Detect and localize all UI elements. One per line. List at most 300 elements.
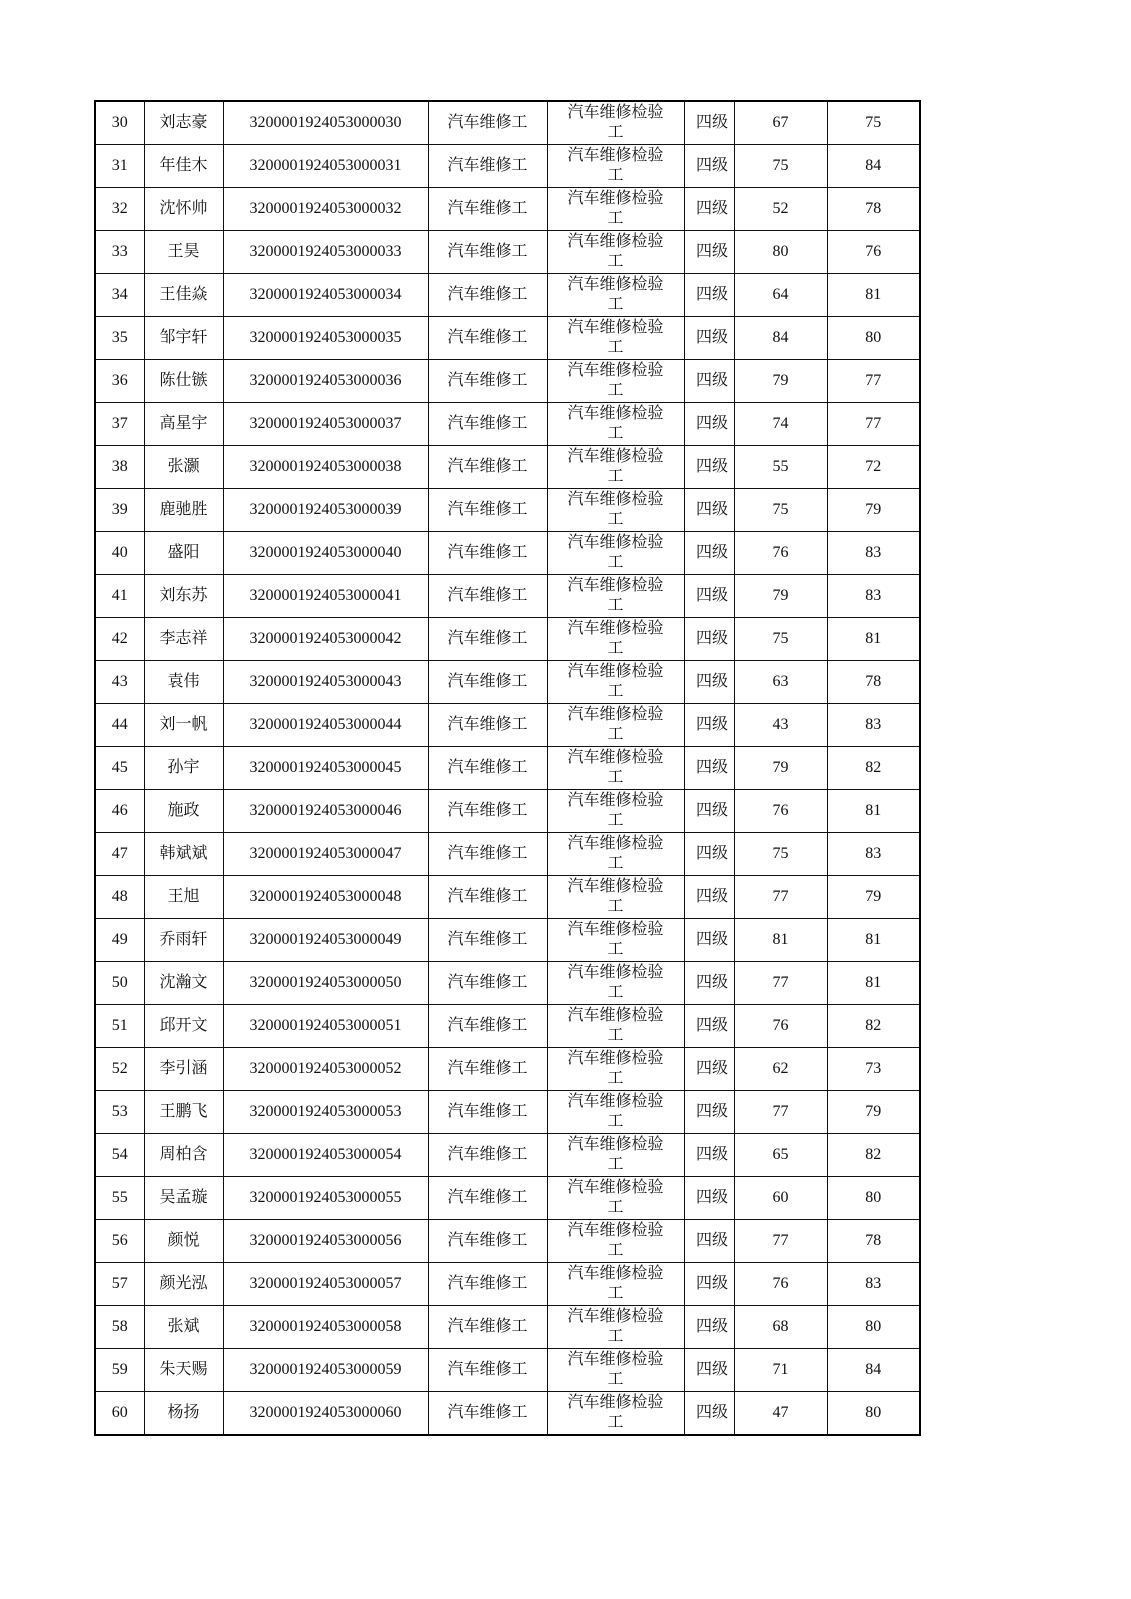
score-1-cell: 63 (734, 661, 827, 704)
job-title-cell (547, 661, 684, 704)
name-cell: 邱开文 (144, 1005, 223, 1048)
job-title-text: 汽车维修检验工 (567, 1394, 664, 1431)
level-cell: 四级 (684, 360, 734, 403)
job-title-cell (547, 618, 684, 661)
level-cell: 四级 (684, 274, 734, 317)
certificate-id-cell: 3200001924053000050 (223, 962, 428, 1005)
job-title-cell (547, 231, 684, 274)
job-title-cell (547, 403, 684, 446)
score-1-cell: 47 (734, 1392, 827, 1436)
name-cell: 李志祥 (144, 618, 223, 661)
score-1-cell: 65 (734, 1134, 827, 1177)
row-number-cell: 30 (95, 101, 144, 145)
score-2-cell: 82 (827, 747, 920, 790)
occupation-cell: 汽车维修工 (428, 101, 547, 145)
row-number-cell: 52 (95, 1048, 144, 1091)
score-1-cell: 76 (734, 790, 827, 833)
level-cell: 四级 (684, 532, 734, 575)
roster-table-body (95, 101, 920, 1435)
row-number-cell: 31 (95, 145, 144, 188)
score-1-cell: 67 (734, 101, 827, 145)
row-number-cell: 46 (95, 790, 144, 833)
table-row (95, 317, 920, 360)
table-row (95, 1220, 920, 1263)
table-row (95, 790, 920, 833)
score-2-cell: 81 (827, 790, 920, 833)
occupation-cell: 汽车维修工 (428, 1263, 547, 1306)
job-title-text: 汽车维修检验工 (567, 534, 664, 571)
job-title-text: 汽车维修检验工 (567, 1308, 664, 1345)
occupation-cell: 汽车维修工 (428, 661, 547, 704)
occupation-cell: 汽车维修工 (428, 618, 547, 661)
score-2-cell: 78 (827, 661, 920, 704)
level-cell: 四级 (684, 919, 734, 962)
score-1-cell: 77 (734, 1220, 827, 1263)
job-title-cell (547, 790, 684, 833)
job-title-text: 汽车维修检验工 (567, 1050, 664, 1087)
certificate-id-cell: 3200001924053000051 (223, 1005, 428, 1048)
job-title-text: 汽车维修检验工 (567, 706, 664, 743)
table-row (95, 188, 920, 231)
row-number-cell: 54 (95, 1134, 144, 1177)
job-title-cell (547, 1263, 684, 1306)
job-title-text: 汽车维修检验工 (567, 577, 664, 614)
level-cell: 四级 (684, 101, 734, 145)
certificate-id-cell: 3200001924053000044 (223, 704, 428, 747)
job-title-text: 汽车维修检验工 (567, 964, 664, 1001)
certificate-id-cell: 3200001924053000052 (223, 1048, 428, 1091)
occupation-cell: 汽车维修工 (428, 274, 547, 317)
score-1-cell: 79 (734, 360, 827, 403)
row-number-cell: 58 (95, 1306, 144, 1349)
certificate-id-cell: 3200001924053000040 (223, 532, 428, 575)
score-2-cell: 80 (827, 1306, 920, 1349)
level-cell: 四级 (684, 876, 734, 919)
name-cell: 袁伟 (144, 661, 223, 704)
job-title-cell (547, 446, 684, 489)
certificate-id-cell: 3200001924053000037 (223, 403, 428, 446)
score-2-cell: 83 (827, 833, 920, 876)
job-title-cell (547, 1048, 684, 1091)
score-2-cell: 80 (827, 1177, 920, 1220)
occupation-cell: 汽车维修工 (428, 575, 547, 618)
score-1-cell: 81 (734, 919, 827, 962)
score-2-cell: 78 (827, 1220, 920, 1263)
certificate-id-cell: 3200001924053000046 (223, 790, 428, 833)
name-cell: 颜光泓 (144, 1263, 223, 1306)
score-1-cell: 43 (734, 704, 827, 747)
name-cell: 刘一帆 (144, 704, 223, 747)
certificate-id-cell: 3200001924053000041 (223, 575, 428, 618)
roster-table (94, 100, 921, 1436)
name-cell: 韩斌斌 (144, 833, 223, 876)
certificate-id-cell: 3200001924053000030 (223, 101, 428, 145)
job-title-cell (547, 919, 684, 962)
certificate-id-cell: 3200001924053000053 (223, 1091, 428, 1134)
row-number-cell: 48 (95, 876, 144, 919)
occupation-cell: 汽车维修工 (428, 704, 547, 747)
score-1-cell: 71 (734, 1349, 827, 1392)
level-cell: 四级 (684, 575, 734, 618)
score-2-cell: 79 (827, 489, 920, 532)
score-2-cell: 79 (827, 1091, 920, 1134)
name-cell: 王旭 (144, 876, 223, 919)
name-cell: 乔雨轩 (144, 919, 223, 962)
job-title-cell (547, 1177, 684, 1220)
name-cell: 王佳焱 (144, 274, 223, 317)
job-title-text: 汽车维修检验工 (567, 878, 664, 915)
row-number-cell: 60 (95, 1392, 144, 1436)
table-row (95, 403, 920, 446)
job-title-cell (547, 1005, 684, 1048)
job-title-cell (547, 188, 684, 231)
certificate-id-cell: 3200001924053000060 (223, 1392, 428, 1436)
row-number-cell: 47 (95, 833, 144, 876)
table-row (95, 1005, 920, 1048)
job-title-cell (547, 274, 684, 317)
job-title-text: 汽车维修检验工 (567, 921, 664, 958)
occupation-cell: 汽车维修工 (428, 1392, 547, 1436)
score-2-cell: 83 (827, 704, 920, 747)
score-1-cell: 77 (734, 962, 827, 1005)
occupation-cell: 汽车维修工 (428, 188, 547, 231)
job-title-cell (547, 1392, 684, 1436)
table-row (95, 231, 920, 274)
score-2-cell: 81 (827, 919, 920, 962)
table-row (95, 1392, 920, 1436)
occupation-cell: 汽车维修工 (428, 962, 547, 1005)
table-row (95, 446, 920, 489)
row-number-cell: 53 (95, 1091, 144, 1134)
level-cell: 四级 (684, 231, 734, 274)
certificate-id-cell: 3200001924053000036 (223, 360, 428, 403)
certificate-id-cell: 3200001924053000054 (223, 1134, 428, 1177)
certificate-id-cell: 3200001924053000045 (223, 747, 428, 790)
score-1-cell: 80 (734, 231, 827, 274)
score-1-cell: 64 (734, 274, 827, 317)
score-2-cell: 82 (827, 1005, 920, 1048)
score-1-cell: 75 (734, 833, 827, 876)
table-row (95, 532, 920, 575)
row-number-cell: 42 (95, 618, 144, 661)
occupation-cell: 汽车维修工 (428, 1005, 547, 1048)
occupation-cell: 汽车维修工 (428, 1220, 547, 1263)
score-1-cell: 77 (734, 876, 827, 919)
table-row (95, 661, 920, 704)
job-title-text: 汽车维修检验工 (567, 1093, 664, 1130)
table-row (95, 101, 920, 145)
occupation-cell: 汽车维修工 (428, 1091, 547, 1134)
row-number-cell: 50 (95, 962, 144, 1005)
score-2-cell: 78 (827, 188, 920, 231)
score-1-cell: 68 (734, 1306, 827, 1349)
row-number-cell: 37 (95, 403, 144, 446)
certificate-id-cell: 3200001924053000048 (223, 876, 428, 919)
score-1-cell: 62 (734, 1048, 827, 1091)
certificate-id-cell: 3200001924053000039 (223, 489, 428, 532)
job-title-cell (547, 1349, 684, 1392)
job-title-text: 汽车维修检验工 (567, 835, 664, 872)
level-cell: 四级 (684, 446, 734, 489)
level-cell: 四级 (684, 1005, 734, 1048)
score-1-cell: 84 (734, 317, 827, 360)
name-cell: 周柏含 (144, 1134, 223, 1177)
score-2-cell: 79 (827, 876, 920, 919)
job-title-cell (547, 1091, 684, 1134)
occupation-cell: 汽车维修工 (428, 1134, 547, 1177)
job-title-text: 汽车维修检验工 (567, 448, 664, 485)
table-row (95, 274, 920, 317)
name-cell: 高星宇 (144, 403, 223, 446)
job-title-cell (547, 1306, 684, 1349)
job-title-cell (547, 575, 684, 618)
occupation-cell: 汽车维修工 (428, 919, 547, 962)
occupation-cell: 汽车维修工 (428, 1177, 547, 1220)
certificate-id-cell: 3200001924053000035 (223, 317, 428, 360)
name-cell: 孙宇 (144, 747, 223, 790)
row-number-cell: 35 (95, 317, 144, 360)
table-row (95, 1048, 920, 1091)
row-number-cell: 56 (95, 1220, 144, 1263)
table-row (95, 618, 920, 661)
table-row (95, 145, 920, 188)
job-title-text: 汽车维修检验工 (567, 319, 664, 356)
job-title-cell (547, 747, 684, 790)
level-cell: 四级 (684, 1306, 734, 1349)
job-title-text: 汽车维修检验工 (567, 792, 664, 829)
level-cell: 四级 (684, 1263, 734, 1306)
score-2-cell: 76 (827, 231, 920, 274)
job-title-cell (547, 145, 684, 188)
score-1-cell: 52 (734, 188, 827, 231)
occupation-cell: 汽车维修工 (428, 1306, 547, 1349)
job-title-text: 汽车维修检验工 (567, 104, 664, 141)
level-cell: 四级 (684, 1177, 734, 1220)
level-cell: 四级 (684, 661, 734, 704)
name-cell: 沈瀚文 (144, 962, 223, 1005)
occupation-cell: 汽车维修工 (428, 876, 547, 919)
level-cell: 四级 (684, 704, 734, 747)
level-cell: 四级 (684, 403, 734, 446)
job-title-text: 汽车维修检验工 (567, 620, 664, 657)
row-number-cell: 36 (95, 360, 144, 403)
row-number-cell: 49 (95, 919, 144, 962)
score-1-cell: 77 (734, 1091, 827, 1134)
table-row (95, 1177, 920, 1220)
job-title-text: 汽车维修检验工 (567, 233, 664, 270)
level-cell: 四级 (684, 790, 734, 833)
row-number-cell: 38 (95, 446, 144, 489)
name-cell: 张斌 (144, 1306, 223, 1349)
job-title-cell (547, 101, 684, 145)
score-2-cell: 84 (827, 145, 920, 188)
row-number-cell: 33 (95, 231, 144, 274)
certificate-id-cell: 3200001924053000032 (223, 188, 428, 231)
job-title-cell (547, 704, 684, 747)
score-2-cell: 83 (827, 575, 920, 618)
score-2-cell: 81 (827, 274, 920, 317)
certificate-id-cell: 3200001924053000034 (223, 274, 428, 317)
certificate-id-cell: 3200001924053000033 (223, 231, 428, 274)
score-1-cell: 75 (734, 145, 827, 188)
score-1-cell: 55 (734, 446, 827, 489)
job-title-text: 汽车维修检验工 (567, 1265, 664, 1302)
table-row (95, 747, 920, 790)
job-title-text: 汽车维修检验工 (567, 147, 664, 184)
name-cell: 刘东苏 (144, 575, 223, 618)
table-row (95, 1349, 920, 1392)
job-title-cell (547, 532, 684, 575)
job-title-text: 汽车维修检验工 (567, 190, 664, 227)
certificate-id-cell: 3200001924053000031 (223, 145, 428, 188)
score-2-cell: 72 (827, 446, 920, 489)
score-2-cell: 77 (827, 403, 920, 446)
certificate-id-cell: 3200001924053000056 (223, 1220, 428, 1263)
level-cell: 四级 (684, 618, 734, 661)
row-number-cell: 55 (95, 1177, 144, 1220)
occupation-cell: 汽车维修工 (428, 790, 547, 833)
job-title-cell (547, 1220, 684, 1263)
name-cell: 吴孟璇 (144, 1177, 223, 1220)
row-number-cell: 51 (95, 1005, 144, 1048)
level-cell: 四级 (684, 188, 734, 231)
certificate-id-cell: 3200001924053000055 (223, 1177, 428, 1220)
table-row (95, 1091, 920, 1134)
occupation-cell: 汽车维修工 (428, 317, 547, 360)
name-cell: 李引涵 (144, 1048, 223, 1091)
level-cell: 四级 (684, 489, 734, 532)
score-1-cell: 76 (734, 1263, 827, 1306)
row-number-cell: 57 (95, 1263, 144, 1306)
level-cell: 四级 (684, 1392, 734, 1436)
certificate-id-cell: 3200001924053000049 (223, 919, 428, 962)
row-number-cell: 45 (95, 747, 144, 790)
table-row (95, 1306, 920, 1349)
job-title-text: 汽车维修检验工 (567, 749, 664, 786)
score-1-cell: 76 (734, 532, 827, 575)
occupation-cell: 汽车维修工 (428, 489, 547, 532)
row-number-cell: 34 (95, 274, 144, 317)
row-number-cell: 44 (95, 704, 144, 747)
name-cell: 张灏 (144, 446, 223, 489)
name-cell: 王昊 (144, 231, 223, 274)
occupation-cell: 汽车维修工 (428, 231, 547, 274)
score-2-cell: 80 (827, 1392, 920, 1436)
table-row (95, 575, 920, 618)
level-cell: 四级 (684, 145, 734, 188)
certificate-id-cell: 3200001924053000057 (223, 1263, 428, 1306)
occupation-cell: 汽车维修工 (428, 145, 547, 188)
score-1-cell: 75 (734, 489, 827, 532)
job-title-cell (547, 317, 684, 360)
job-title-cell (547, 876, 684, 919)
score-2-cell: 77 (827, 360, 920, 403)
level-cell: 四级 (684, 962, 734, 1005)
table-row (95, 876, 920, 919)
job-title-cell (547, 360, 684, 403)
score-2-cell: 73 (827, 1048, 920, 1091)
job-title-text: 汽车维修检验工 (567, 362, 664, 399)
job-title-text: 汽车维修检验工 (567, 1351, 664, 1388)
job-title-cell (547, 489, 684, 532)
row-number-cell: 40 (95, 532, 144, 575)
table-row (95, 1134, 920, 1177)
score-1-cell: 74 (734, 403, 827, 446)
score-1-cell: 60 (734, 1177, 827, 1220)
table-row (95, 360, 920, 403)
certificate-id-cell: 3200001924053000038 (223, 446, 428, 489)
occupation-cell: 汽车维修工 (428, 360, 547, 403)
occupation-cell: 汽车维修工 (428, 532, 547, 575)
score-2-cell: 81 (827, 618, 920, 661)
score-2-cell: 83 (827, 1263, 920, 1306)
job-title-text: 汽车维修检验工 (567, 663, 664, 700)
name-cell: 颜悦 (144, 1220, 223, 1263)
certificate-id-cell: 3200001924053000058 (223, 1306, 428, 1349)
table-row (95, 704, 920, 747)
name-cell: 朱天赐 (144, 1349, 223, 1392)
name-cell: 杨扬 (144, 1392, 223, 1436)
level-cell: 四级 (684, 317, 734, 360)
table-row (95, 833, 920, 876)
score-2-cell: 81 (827, 962, 920, 1005)
table-row (95, 489, 920, 532)
score-1-cell: 76 (734, 1005, 827, 1048)
occupation-cell: 汽车维修工 (428, 403, 547, 446)
job-title-text: 汽车维修检验工 (567, 1222, 664, 1259)
job-title-text: 汽车维修检验工 (567, 405, 664, 442)
occupation-cell: 汽车维修工 (428, 1349, 547, 1392)
certificate-id-cell: 3200001924053000047 (223, 833, 428, 876)
occupation-cell: 汽车维修工 (428, 1048, 547, 1091)
certificate-id-cell: 3200001924053000059 (223, 1349, 428, 1392)
name-cell: 年佳木 (144, 145, 223, 188)
table-row (95, 919, 920, 962)
score-2-cell: 75 (827, 101, 920, 145)
level-cell: 四级 (684, 1134, 734, 1177)
score-1-cell: 79 (734, 747, 827, 790)
name-cell: 沈怀帅 (144, 188, 223, 231)
job-title-cell (547, 1134, 684, 1177)
occupation-cell: 汽车维修工 (428, 747, 547, 790)
score-2-cell: 83 (827, 532, 920, 575)
occupation-cell: 汽车维修工 (428, 446, 547, 489)
score-2-cell: 80 (827, 317, 920, 360)
row-number-cell: 43 (95, 661, 144, 704)
name-cell: 王鹏飞 (144, 1091, 223, 1134)
row-number-cell: 32 (95, 188, 144, 231)
job-title-cell (547, 833, 684, 876)
job-title-text: 汽车维修检验工 (567, 276, 664, 313)
job-title-text: 汽车维修检验工 (567, 491, 664, 528)
name-cell: 刘志豪 (144, 101, 223, 145)
name-cell: 鹿驰胜 (144, 489, 223, 532)
row-number-cell: 59 (95, 1349, 144, 1392)
name-cell: 陈仕镞 (144, 360, 223, 403)
job-title-cell (547, 962, 684, 1005)
certificate-id-cell: 3200001924053000043 (223, 661, 428, 704)
name-cell: 盛阳 (144, 532, 223, 575)
job-title-text: 汽车维修检验工 (567, 1007, 664, 1044)
job-title-text: 汽车维修检验工 (567, 1179, 664, 1216)
score-2-cell: 84 (827, 1349, 920, 1392)
job-title-text: 汽车维修检验工 (567, 1136, 664, 1173)
score-2-cell: 82 (827, 1134, 920, 1177)
name-cell: 施政 (144, 790, 223, 833)
level-cell: 四级 (684, 1220, 734, 1263)
name-cell: 邹宇轩 (144, 317, 223, 360)
table-row (95, 962, 920, 1005)
